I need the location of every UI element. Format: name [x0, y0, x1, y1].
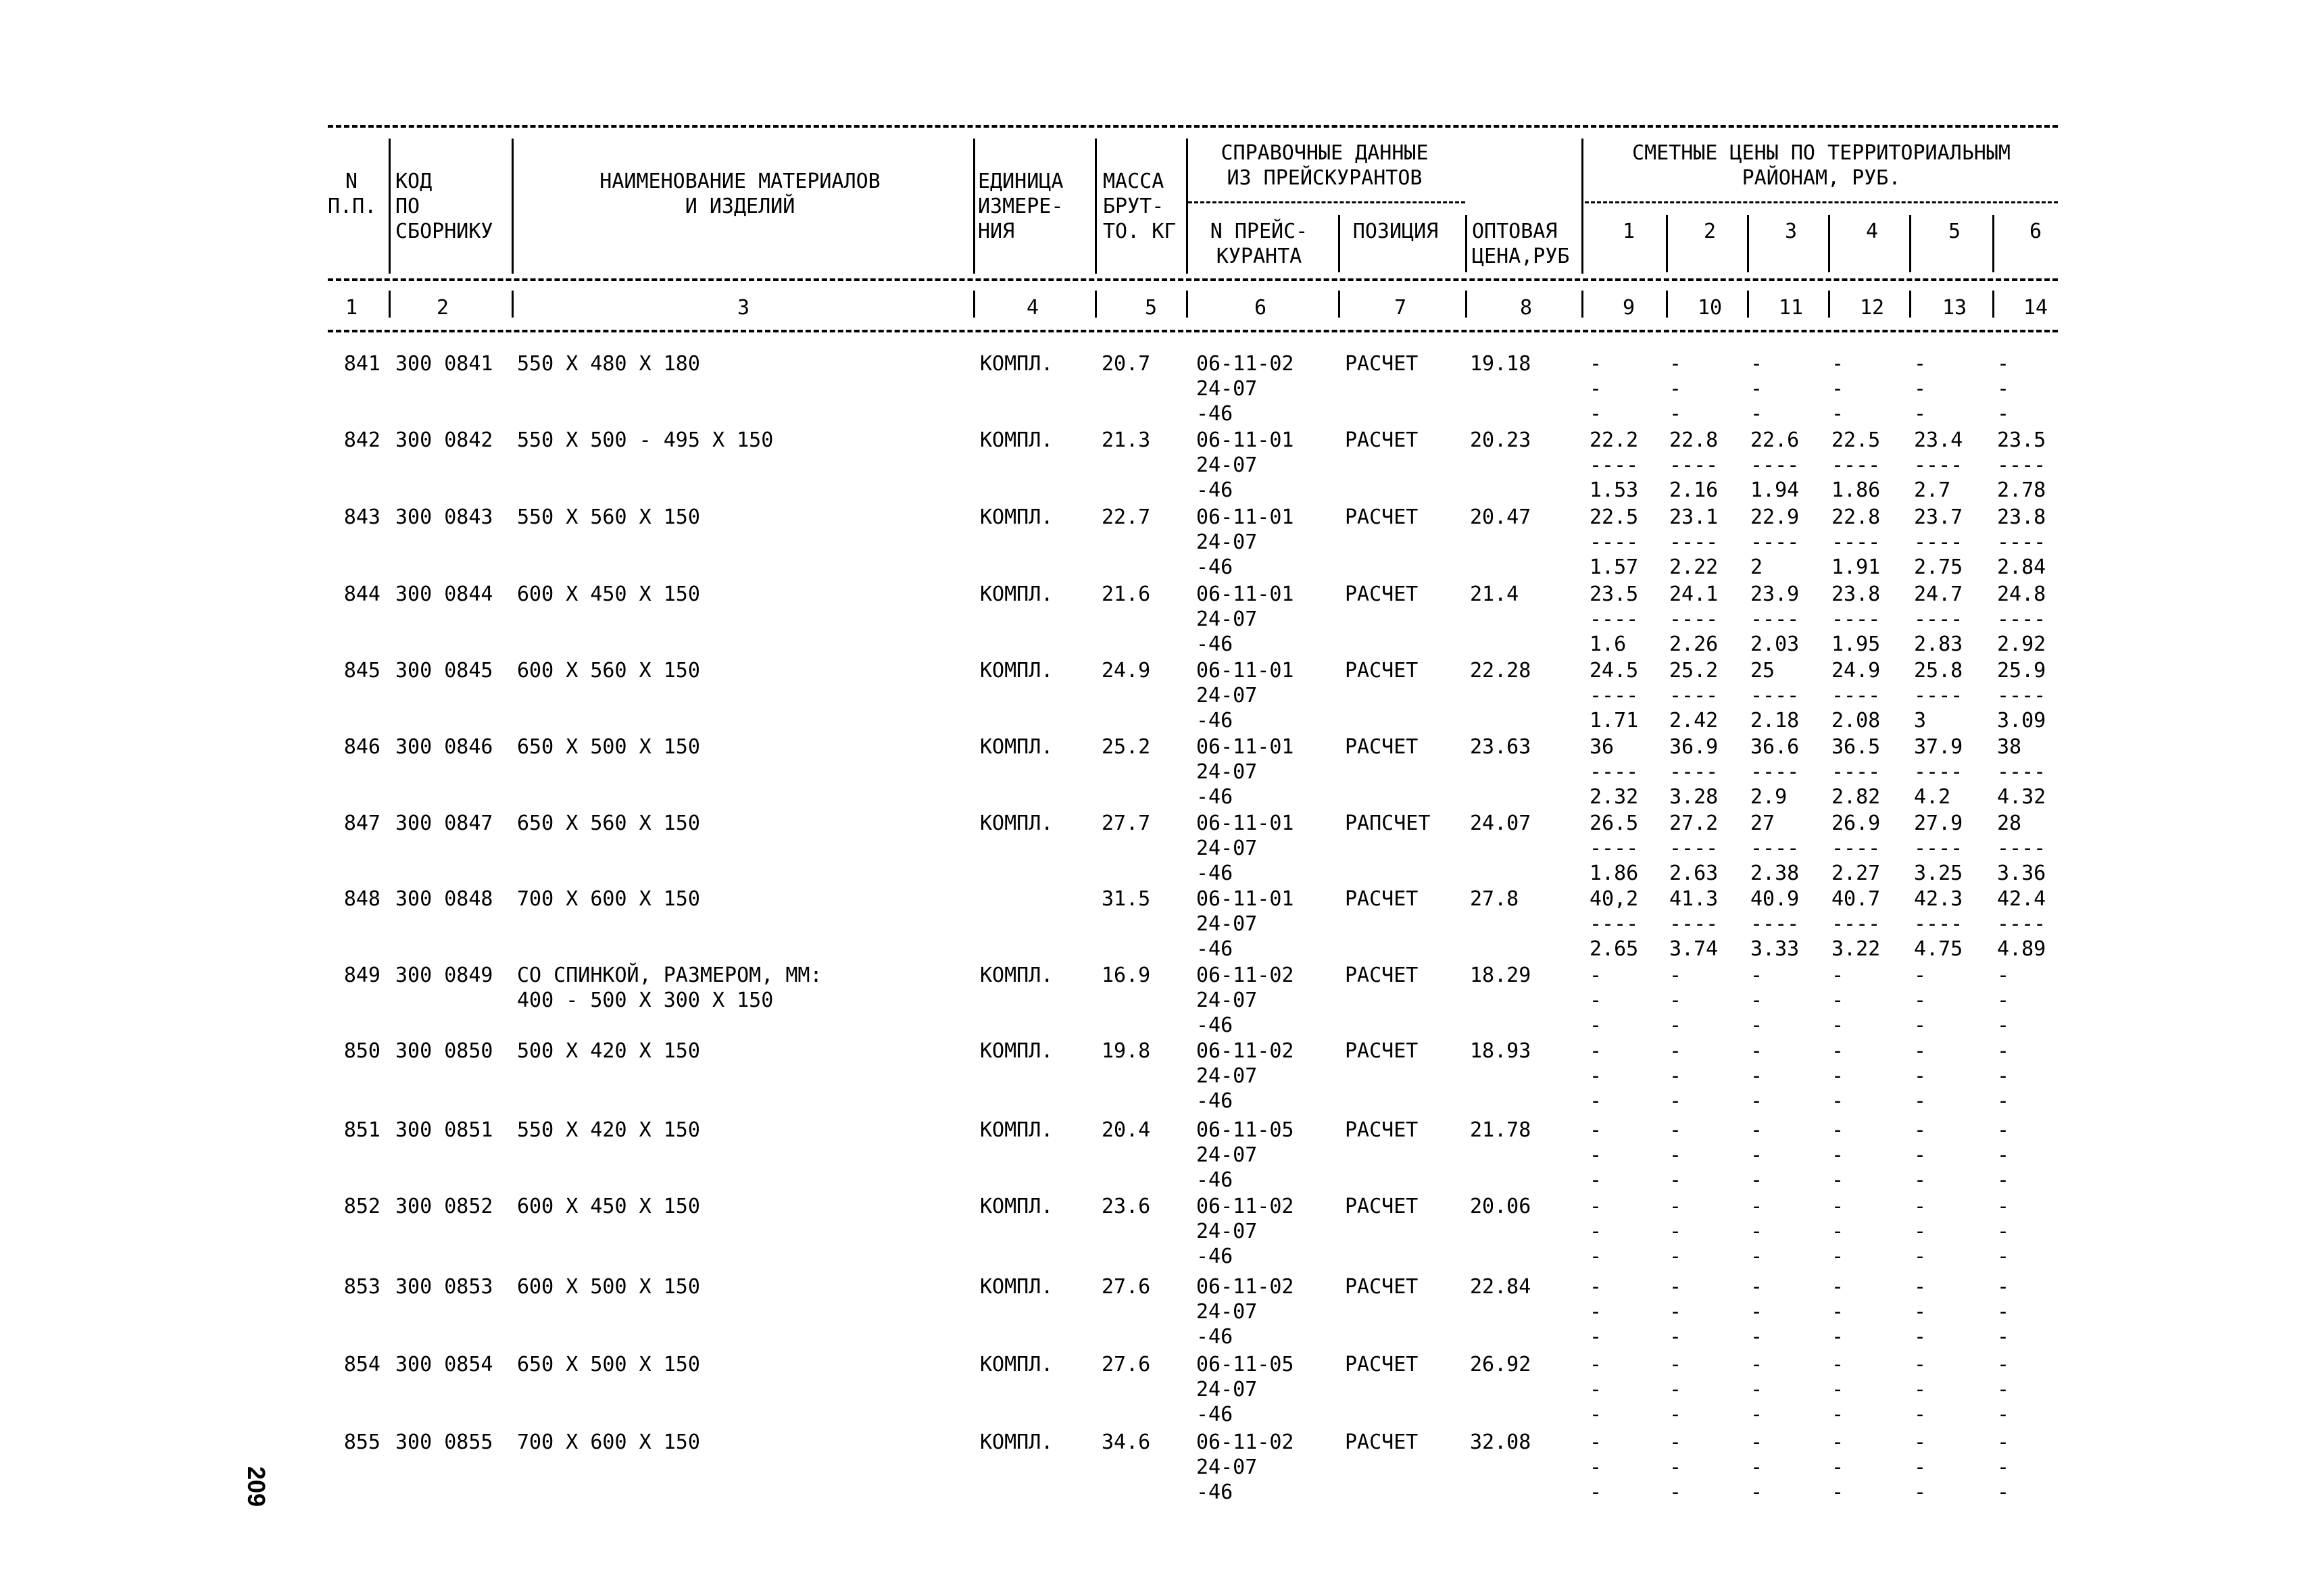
cell-mass: 19.8: [1102, 1039, 1151, 1063]
cell-district-4: 22.8 ---- 1.91: [1831, 505, 1881, 579]
cell-mass: 27.6: [1102, 1275, 1151, 1299]
cell-mass: 34.6: [1102, 1430, 1151, 1454]
cell-name: 600 X 560 X 150: [517, 659, 700, 682]
cell-district-2: 41.3 ---- 3.74: [1669, 887, 1719, 961]
cell-district-2: - - -: [1669, 1275, 1682, 1349]
cell-district-5: 42.3 ---- 4.75: [1914, 887, 1963, 961]
cell-district-5: - - -: [1914, 1118, 1927, 1192]
cell-mass: 20.7: [1102, 352, 1151, 376]
cell-pos: РАСЧЕТ: [1345, 1195, 1419, 1218]
header-material-name: НАИМЕНОВАНИЕ МАТЕРИАЛОВ И ИЗДЕЛИЙ: [599, 170, 881, 218]
cell-mass: 16.9: [1102, 964, 1151, 987]
cell-name: 550 X 560 X 150: [517, 505, 700, 529]
cell-price: 26.92: [1470, 1353, 1531, 1376]
cell-pos: РАСЧЕТ: [1345, 428, 1419, 452]
cell-price: 32.08: [1470, 1430, 1531, 1454]
cell-pk: 06-11-01 24-07 -46: [1196, 659, 1294, 732]
cell-district-5: - - -: [1914, 1353, 1927, 1426]
cell-pk: 06-11-01 24-07 -46: [1196, 582, 1294, 656]
cell-district-3: - - -: [1750, 1275, 1763, 1349]
cell-num: 852: [343, 1195, 380, 1218]
cell-district-6: 24.8 ---- 2.92: [1997, 582, 2046, 656]
cell-district-1: - - -: [1590, 1430, 1602, 1504]
cell-pk: 06-11-02 24-07 -46: [1196, 1275, 1294, 1349]
column-number-separator: [1581, 291, 1583, 318]
cell-mass: 21.3: [1102, 428, 1151, 452]
cell-pos: РАСЧЕТ: [1345, 1430, 1419, 1454]
column-number-7: 7: [1394, 296, 1407, 320]
cell-district-4: - - -: [1831, 1039, 1844, 1113]
cell-num: 848: [343, 887, 380, 911]
cell-district-3: 36.6 ---- 2.9: [1750, 735, 1800, 809]
header-bottom-rule: [328, 278, 2058, 281]
cell-unit: КОМПЛ.: [980, 352, 1054, 376]
cell-mass: 23.6: [1102, 1195, 1151, 1218]
cell-code: 300 0842: [395, 428, 493, 452]
cell-district-1: - - -: [1590, 1275, 1602, 1349]
cell-district-4: - - -: [1831, 352, 1844, 426]
cell-price: 20.06: [1470, 1195, 1531, 1218]
cell-district-5: - - -: [1914, 1039, 1927, 1113]
ref-subheader-rule: [1188, 201, 1465, 203]
header-row-number: N П.П.: [328, 170, 377, 218]
cell-pos: РАСЧЕТ: [1345, 352, 1419, 376]
cell-district-6: 23.8 ---- 2.84: [1997, 505, 2046, 579]
cell-name: 700 X 600 X 150: [517, 887, 700, 911]
column-number-8: 8: [1519, 296, 1533, 320]
cell-name: 650 X 500 X 150: [517, 735, 700, 759]
cell-district-5: - - -: [1914, 1195, 1927, 1268]
district-subheader-rule: [1585, 201, 2058, 203]
cell-district-6: 25.9 ---- 3.09: [1997, 659, 2046, 732]
page-number: 209: [243, 1466, 270, 1507]
cell-name: 550 X 420 X 150: [517, 1118, 700, 1142]
cell-unit: КОМПЛ.: [980, 1275, 1054, 1299]
table-top-rule: [328, 125, 2058, 128]
column-number-10: 10: [1697, 296, 1723, 320]
column-number-separator: [1666, 291, 1668, 318]
cell-price: 20.47: [1470, 505, 1531, 529]
cell-code: 300 0854: [395, 1353, 493, 1376]
cell-name: 650 X 500 X 150: [517, 1353, 700, 1376]
header-district-6: 6: [2029, 220, 2042, 243]
cell-pos: РАПСЧЕТ: [1345, 812, 1431, 835]
cell-pk: 06-11-02 24-07 -46: [1196, 1430, 1294, 1504]
cell-price: 22.28: [1470, 659, 1531, 682]
cell-mass: 31.5: [1102, 887, 1151, 911]
header-position: ПОЗИЦИЯ: [1352, 220, 1439, 243]
cell-district-2: 36.9 ---- 3.28: [1669, 735, 1719, 809]
cell-code: 300 0852: [395, 1195, 493, 1218]
cell-district-4: 36.5 ---- 2.82: [1831, 735, 1881, 809]
header-column-separator: [1666, 215, 1668, 272]
cell-district-5: 27.9 ---- 3.25: [1914, 812, 1963, 885]
cell-num: 851: [343, 1118, 380, 1142]
header-district-prices: СМЕТНЫЕ ЦЕНЫ ПО ТЕРРИТОРИАЛЬНЫМ РАЙОНАМ, РУБ.: [1632, 141, 2011, 190]
header-column-separator: [1828, 215, 1830, 272]
cell-district-4: 26.9 ---- 2.27: [1831, 812, 1881, 885]
cell-district-3: - - -: [1750, 1118, 1763, 1192]
cell-district-3: - - -: [1750, 1430, 1763, 1504]
cell-price: 21.78: [1470, 1118, 1531, 1142]
header-column-separator: [512, 139, 514, 274]
column-number-separator: [1909, 291, 1911, 318]
header-column-separator: [1186, 139, 1188, 274]
cell-price: 21.4: [1470, 582, 1519, 606]
cell-district-3: - - -: [1750, 964, 1763, 1037]
cell-district-3: 23.9 ---- 2.03: [1750, 582, 1800, 656]
cell-code: 300 0844: [395, 582, 493, 606]
header-column-separator: [1465, 215, 1467, 272]
cell-pk: 06-11-01 24-07 -46: [1196, 735, 1294, 809]
cell-district-1: - - -: [1590, 964, 1602, 1037]
cell-district-3: 27 ---- 2.38: [1750, 812, 1800, 885]
cell-code: 300 0845: [395, 659, 493, 682]
column-number-separator: [973, 291, 975, 318]
cell-pos: РАСЧЕТ: [1345, 964, 1419, 987]
cell-district-4: - - -: [1831, 1353, 1844, 1426]
column-number-1: 1: [345, 296, 358, 320]
cell-mass: 21.6: [1102, 582, 1151, 606]
header-column-separator: [1747, 215, 1749, 272]
cell-district-3: - - -: [1750, 352, 1763, 426]
column-number-5: 5: [1144, 296, 1158, 320]
cell-district-2: 23.1 ---- 2.22: [1669, 505, 1719, 579]
column-number-13: 13: [1942, 296, 1967, 320]
cell-district-2: - - -: [1669, 1430, 1682, 1504]
header-district-3: 3: [1784, 220, 1798, 243]
header-district-4: 4: [1865, 220, 1879, 243]
header-reference-data: СПРАВОЧНЫЕ ДАННЫЕ ИЗ ПРЕЙСКУРАНТОВ: [1221, 141, 1429, 190]
cell-pos: РАСЧЕТ: [1345, 1118, 1419, 1142]
cell-district-6: 28 ---- 3.36: [1997, 812, 2046, 885]
cell-price: 24.07: [1470, 812, 1531, 835]
cell-pos: РАСЧЕТ: [1345, 659, 1419, 682]
cell-district-1: 23.5 ---- 1.6: [1590, 582, 1639, 656]
cell-district-2: 24.1 ---- 2.26: [1669, 582, 1719, 656]
cell-district-3: - - -: [1750, 1353, 1763, 1426]
header-mass: МАССА БРУТ- ТО. КГ: [1103, 170, 1177, 243]
column-number-9: 9: [1622, 296, 1635, 320]
header-column-separator: [389, 139, 391, 274]
cell-district-5: - - -: [1914, 1275, 1927, 1349]
cell-unit: КОМПЛ.: [980, 505, 1054, 529]
column-number-12: 12: [1859, 296, 1885, 320]
cell-pk: 06-11-05 24-07 -46: [1196, 1353, 1294, 1426]
header-column-separator: [1581, 139, 1583, 274]
cell-district-1: - - -: [1590, 1118, 1602, 1192]
cell-pk: 06-11-05 24-07 -46: [1196, 1118, 1294, 1192]
header-wholesale-price: ОПТОВАЯ ЦЕНА,РУБ: [1472, 220, 1570, 268]
cell-name: 600 X 500 X 150: [517, 1275, 700, 1299]
header-column-separator: [973, 139, 975, 274]
cell-num: 843: [343, 505, 380, 529]
column-number-3: 3: [737, 296, 750, 320]
cell-code: 300 0851: [395, 1118, 493, 1142]
cell-district-3: - - -: [1750, 1039, 1763, 1113]
cell-unit: КОМПЛ.: [980, 428, 1054, 452]
cell-district-5: - - -: [1914, 352, 1927, 426]
cell-num: 841: [343, 352, 380, 376]
cell-code: 300 0855: [395, 1430, 493, 1454]
header-column-separator: [1909, 215, 1911, 272]
cell-unit: КОМПЛ.: [980, 659, 1054, 682]
cell-num: 845: [343, 659, 380, 682]
cell-num: 842: [343, 428, 380, 452]
cell-district-6: - - -: [1997, 1353, 2010, 1426]
cell-num: 854: [343, 1353, 380, 1376]
cell-name: 600 X 450 X 150: [517, 1195, 700, 1218]
cell-pos: РАСЧЕТ: [1345, 1039, 1419, 1063]
cell-num: 855: [343, 1430, 380, 1454]
cell-num: 844: [343, 582, 380, 606]
cell-num: 846: [343, 735, 380, 759]
cell-district-4: - - -: [1831, 964, 1844, 1037]
cell-pk: 06-11-01 24-07 -46: [1196, 887, 1294, 961]
cell-district-5: - - -: [1914, 1430, 1927, 1504]
cell-name: 550 X 500 - 495 X 150: [517, 428, 774, 452]
header-column-separator: [1095, 139, 1097, 274]
cell-pos: РАСЧЕТ: [1345, 887, 1419, 911]
cell-district-6: 38 ---- 4.32: [1997, 735, 2046, 809]
column-number-separator: [1186, 291, 1188, 318]
cell-district-3: - - -: [1750, 1195, 1763, 1268]
cell-code: 300 0850: [395, 1039, 493, 1063]
column-number-2: 2: [436, 296, 449, 320]
cell-district-2: - - -: [1669, 1039, 1682, 1113]
cell-district-6: - - -: [1997, 1275, 2010, 1349]
cell-code: 300 0843: [395, 505, 493, 529]
cell-mass: 27.6: [1102, 1353, 1151, 1376]
cell-district-5: 23.7 ---- 2.75: [1914, 505, 1963, 579]
cell-district-6: - - -: [1997, 1118, 2010, 1192]
cell-pos: РАСЧЕТ: [1345, 1275, 1419, 1299]
cell-pk: 06-11-01 24-07 -46: [1196, 428, 1294, 502]
cell-mass: 25.2: [1102, 735, 1151, 759]
cell-price: 19.18: [1470, 352, 1531, 376]
cell-mass: 27.7: [1102, 812, 1151, 835]
header-district-2: 2: [1703, 220, 1717, 243]
cell-unit: КОМПЛ.: [980, 812, 1054, 835]
cell-district-1: 22.5 ---- 1.57: [1590, 505, 1639, 579]
cell-district-6: - - -: [1997, 352, 2010, 426]
cell-district-6: - - -: [1997, 964, 2010, 1037]
cell-district-4: - - -: [1831, 1118, 1844, 1192]
column-number-separator: [1095, 291, 1097, 318]
cell-unit: КОМПЛ.: [980, 1118, 1054, 1142]
header-unit: ЕДИНИЦА ИЗМЕРЕ- НИЯ: [978, 170, 1064, 243]
cell-price: 27.8: [1470, 887, 1519, 911]
header-district-1: 1: [1622, 220, 1635, 243]
header-code: КОД ПО СБОРНИКУ: [395, 170, 493, 243]
cell-pk: 06-11-02 24-07 -46: [1196, 1039, 1294, 1113]
cell-district-2: 22.8 ---- 2.16: [1669, 428, 1719, 502]
cell-name: 500 X 420 X 150: [517, 1039, 700, 1063]
cell-unit: КОМПЛ.: [980, 1430, 1054, 1454]
cell-district-3: 25 ---- 2.18: [1750, 659, 1800, 732]
cell-district-1: 22.2 ---- 1.53: [1590, 428, 1639, 502]
cell-district-6: - - -: [1997, 1195, 2010, 1268]
column-number-separator: [1338, 291, 1340, 318]
cell-price: 18.93: [1470, 1039, 1531, 1063]
header-column-separator: [1338, 215, 1340, 272]
header-price-list-number: N ПРЕЙС- КУРАНТА: [1210, 220, 1308, 268]
cell-district-3: 40.9 ---- 3.33: [1750, 887, 1800, 961]
cell-name: СО СПИНКОЙ, РАЗМЕРОМ, ММ: 400 - 500 X 300 X 150: [517, 964, 822, 1012]
column-number-11: 11: [1778, 296, 1804, 320]
cell-district-1: 40,2 ---- 2.65: [1590, 887, 1639, 961]
cell-district-6: 42.4 ---- 4.89: [1997, 887, 2046, 961]
cell-pk: 06-11-02 24-07 -46: [1196, 1195, 1294, 1268]
column-number-separator: [1747, 291, 1749, 318]
cell-unit: КОМПЛ.: [980, 735, 1054, 759]
cell-price: 22.84: [1470, 1275, 1531, 1299]
cell-district-6: 23.5 ---- 2.78: [1997, 428, 2046, 502]
cell-pk: 06-11-01 24-07 -46: [1196, 812, 1294, 885]
cell-pos: РАСЧЕТ: [1345, 505, 1419, 529]
cell-pos: РАСЧЕТ: [1345, 735, 1419, 759]
cell-district-3: 22.6 ---- 1.94: [1750, 428, 1800, 502]
header-column-separator: [1992, 215, 1994, 272]
cell-district-2: 27.2 ---- 2.63: [1669, 812, 1719, 885]
column-number-separator: [1828, 291, 1830, 318]
column-number-separator: [1465, 291, 1467, 318]
cell-district-4: 40.7 ---- 3.22: [1831, 887, 1881, 961]
column-number-separator: [512, 291, 514, 318]
cell-code: 300 0847: [395, 812, 493, 835]
column-number-14: 14: [2023, 296, 2048, 320]
cell-code: 300 0853: [395, 1275, 493, 1299]
header-district-5: 5: [1948, 220, 1961, 243]
cell-district-2: 25.2 ---- 2.42: [1669, 659, 1719, 732]
cell-name: 550 X 480 X 180: [517, 352, 700, 376]
cell-num: 853: [343, 1275, 380, 1299]
cell-unit: КОМПЛ.: [980, 582, 1054, 606]
cell-pk: 06-11-01 24-07 -46: [1196, 505, 1294, 579]
cell-price: 20.23: [1470, 428, 1531, 452]
cell-mass: 22.7: [1102, 505, 1151, 529]
cell-code: 300 0841: [395, 352, 493, 376]
cell-name: 650 X 560 X 150: [517, 812, 700, 835]
cell-pk: 06-11-02 24-07 -46: [1196, 352, 1294, 426]
cell-district-1: 24.5 ---- 1.71: [1590, 659, 1639, 732]
cell-district-5: 37.9 ---- 4.2: [1914, 735, 1963, 809]
cell-unit: КОМПЛ.: [980, 964, 1054, 987]
cell-unit: КОМПЛ.: [980, 1039, 1054, 1063]
cell-district-2: - - -: [1669, 964, 1682, 1037]
cell-district-1: 36 ---- 2.32: [1590, 735, 1639, 809]
cell-code: 300 0848: [395, 887, 493, 911]
cell-district-4: 22.5 ---- 1.86: [1831, 428, 1881, 502]
cell-district-2: - - -: [1669, 1353, 1682, 1426]
cell-district-5: 25.8 ---- 3: [1914, 659, 1963, 732]
cell-unit: КОМПЛ.: [980, 1195, 1054, 1218]
cell-district-4: - - -: [1831, 1275, 1844, 1349]
cell-district-1: 26.5 ---- 1.86: [1590, 812, 1639, 885]
column-number-separator: [1992, 291, 1994, 318]
cell-district-2: - - -: [1669, 352, 1682, 426]
column-numbers-rule: [328, 330, 2058, 332]
cell-pos: РАСЧЕТ: [1345, 582, 1419, 606]
cell-mass: 20.4: [1102, 1118, 1151, 1142]
cell-pk: 06-11-02 24-07 -46: [1196, 964, 1294, 1037]
cell-district-1: - - -: [1590, 1353, 1602, 1426]
cell-code: 300 0846: [395, 735, 493, 759]
cell-district-4: 24.9 ---- 2.08: [1831, 659, 1881, 732]
cell-price: 18.29: [1470, 964, 1531, 987]
cell-district-5: - - -: [1914, 964, 1927, 1037]
cell-district-2: - - -: [1669, 1195, 1682, 1268]
cell-num: 849: [343, 964, 380, 987]
cell-price: 23.63: [1470, 735, 1531, 759]
column-number-separator: [389, 291, 391, 318]
cell-pos: РАСЧЕТ: [1345, 1353, 1419, 1376]
cell-district-4: - - -: [1831, 1430, 1844, 1504]
cell-district-5: 24.7 ---- 2.83: [1914, 582, 1963, 656]
cell-district-6: - - -: [1997, 1039, 2010, 1113]
cell-district-1: - - -: [1590, 1195, 1602, 1268]
cell-district-6: - - -: [1997, 1430, 2010, 1504]
cell-district-1: - - -: [1590, 352, 1602, 426]
column-number-6: 6: [1254, 296, 1267, 320]
cell-mass: 24.9: [1102, 659, 1151, 682]
cell-district-5: 23.4 ---- 2.7: [1914, 428, 1963, 502]
cell-district-1: - - -: [1590, 1039, 1602, 1113]
cell-district-3: 22.9 ---- 2: [1750, 505, 1800, 579]
cell-num: 850: [343, 1039, 380, 1063]
column-number-4: 4: [1026, 296, 1039, 320]
cell-code: 300 0849: [395, 964, 493, 987]
cell-name: 600 X 450 X 150: [517, 582, 700, 606]
cell-district-2: - - -: [1669, 1118, 1682, 1192]
cell-name: 700 X 600 X 150: [517, 1430, 700, 1454]
cell-district-4: - - -: [1831, 1195, 1844, 1268]
cell-unit: КОМПЛ.: [980, 1353, 1054, 1376]
cell-district-4: 23.8 ---- 1.95: [1831, 582, 1881, 656]
cell-num: 847: [343, 812, 380, 835]
